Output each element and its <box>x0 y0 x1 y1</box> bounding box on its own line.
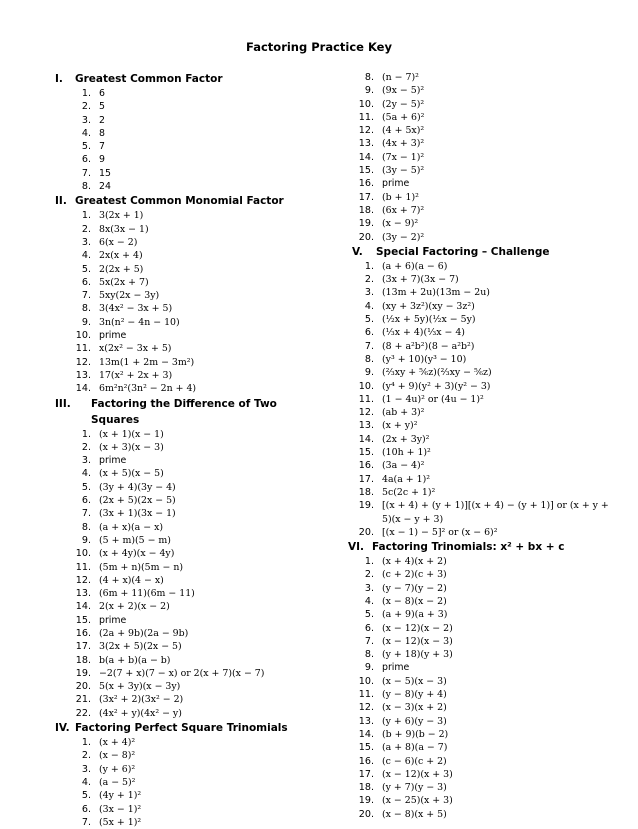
answer-list-perfect-square-continued <box>356 71 618 244</box>
section-heading-trinomials <box>348 539 618 555</box>
answer-item: 8. (y + 18)(y + 3) <box>364 649 453 661</box>
answer-item: 4. (a − 5)² <box>81 776 136 788</box>
answer-item: 14. 2(x + 2)(x − 2) <box>75 601 170 613</box>
left-column <box>55 71 325 829</box>
answer-item: 7. 15 <box>81 167 111 179</box>
answer-list-special-factoring <box>356 260 618 539</box>
answer-list-perfect-square <box>55 736 325 829</box>
answer-item: 1. (x + 4)² <box>81 737 136 749</box>
section-number: I. <box>55 73 63 85</box>
answer-item: 3. (y + 6)² <box>81 763 136 775</box>
answer-item: 13. (4x + 3)² <box>358 138 425 150</box>
answer-item: 16. (2a + 9b)(2a − 9b) <box>75 627 189 639</box>
section-heading-perfect-square <box>55 720 325 736</box>
answer-item: 10. (x + 4y)(x − 4y) <box>75 548 175 560</box>
answer-item: 1. 3(2x + 1) <box>81 210 144 222</box>
answer-item: 8. 3(4x² − 3x + 5) <box>81 303 173 315</box>
answer-item: 9. (9x − 5)² <box>364 85 425 97</box>
answer-item: 18. 5c(2c + 1)² <box>358 486 436 498</box>
section-heading-special-factoring <box>352 244 618 260</box>
answer-item: 17. (x − 12)(x + 3) <box>358 768 453 780</box>
answer-item: 4. 8 <box>81 127 105 139</box>
answer-item: 10. (x − 5)(x − 3) <box>358 675 447 687</box>
answer-item: 2. 5 <box>81 101 105 113</box>
answer-item: 20. 5(x + 3y)(x − 3y) <box>75 681 181 693</box>
answer-item: 13. (x + y)² <box>358 420 418 432</box>
answer-item: 22. (4x² + y)(4x² − y) <box>75 707 182 719</box>
answer-item: 20. [(x − 1) − 5]² or (x − 6)² <box>358 526 498 538</box>
answer-item: 1. 6 <box>81 88 105 99</box>
answer-item: 16. (3a − 4)² <box>358 460 425 472</box>
answer-item: 5. (3y + 4)(3y − 4) <box>81 481 176 493</box>
answer-item: 14. (2x + 3y)² <box>358 433 430 445</box>
answer-item: 1. (x + 1)(x − 1) <box>81 428 164 440</box>
section-heading-gcmf <box>55 193 325 209</box>
answer-item: 4. (x − 8)(x − 2) <box>364 595 447 607</box>
answer-list-gcf <box>55 87 325 193</box>
section-title: Factoring Trinomials: x² + bx + c <box>372 541 565 554</box>
section-number: VI. <box>348 541 365 554</box>
answer-item: 8. 24 <box>81 181 111 193</box>
answer-item: 11. (5m + n)(5m − n) <box>75 561 184 573</box>
section-number: II. <box>55 195 67 208</box>
answer-item: 2. (3x + 7)(3x − 7) <box>364 274 459 286</box>
answer-item: 12. (4 + 5x)² <box>358 125 425 137</box>
answer-list-trinomials <box>356 555 618 821</box>
answer-item: 7. (8 + a²b²)(8 − a²b²) <box>364 340 475 352</box>
answer-item: 10. (2y − 5)² <box>358 98 425 110</box>
answer-item: 3. 6(x − 2) <box>81 236 138 248</box>
answer-item: 3. prime <box>81 455 127 467</box>
answer-item: 18. b(a + b)(a − b) <box>75 654 171 666</box>
section-heading-difference-of-squares <box>55 396 325 428</box>
answer-item: 1. (x + 4)(x + 2) <box>364 556 447 568</box>
page-title: Factoring Practice Key <box>246 40 392 54</box>
answer-item: 15. (10h + 1)² <box>358 447 431 459</box>
answer-item: 6. (x − 12)(x − 2) <box>364 622 453 634</box>
answer-item: 2. (x + 3)(x − 3) <box>81 441 164 453</box>
right-column <box>348 71 618 821</box>
answer-item: 15. (3y − 5)² <box>358 165 425 177</box>
answer-list-difference-of-squares <box>55 428 325 721</box>
answer-item: 14. 6m²n²(3n² − 2n + 4) <box>75 383 197 395</box>
answer-item: 2. (c + 2)(c + 3) <box>364 569 447 581</box>
answer-item: 17. (b + 1)² <box>358 191 419 203</box>
answer-item: 12. (x − 3)(x + 2) <box>358 702 447 714</box>
answer-item: 4. (x + 5)(x − 5) <box>81 468 164 480</box>
answer-item: 7. (3x + 1)(3x − 1) <box>81 508 176 520</box>
answer-item: 11. (5a + 6)² <box>358 111 425 123</box>
answer-item: 6. (3x − 1)² <box>81 803 142 815</box>
section-title: Factoring the Difference of Two Squares <box>91 397 277 426</box>
answer-item: 13. 17(x² + 2x + 3) <box>75 369 173 381</box>
answer-item: 12. (ab + 3)² <box>358 407 425 419</box>
answer-item: 20. (3y − 2)² <box>358 231 425 243</box>
answer-item: 11. (y − 8)(y + 4) <box>358 689 447 701</box>
section-title: Factoring Perfect Square Trinomials <box>75 722 288 735</box>
answer-item: 19. [(x + 4) + (y + 1)][(x + 4) − (y + 1)] or (x + y + 5)(x − y + 3) <box>358 500 609 525</box>
section-number: V. <box>352 245 363 258</box>
section-heading-gcf <box>55 71 325 87</box>
section-title: Special Factoring – Challenge <box>376 245 550 258</box>
answer-item: 4. (xy + 3z²)(xy − 3z²) <box>364 300 475 312</box>
answer-item: 3. (13m + 2u)(13m − 2u) <box>364 287 490 299</box>
answer-item: 14. (7x − 1)² <box>358 151 425 163</box>
answer-item: 8. (n − 7)² <box>364 72 419 83</box>
answer-item: 5. (a + 9)(a + 3) <box>364 609 448 621</box>
answer-item: 9. (5 + m)(5 − m) <box>81 534 171 546</box>
answer-item: 1. (a + 6)(a − 6) <box>364 260 448 272</box>
answer-item: 18. (6x + 7)² <box>358 204 425 216</box>
answer-item: 17. 3(2x + 5)(2x − 5) <box>75 641 182 653</box>
answer-item: 11. (1 − 4u)² or (4u − 1)² <box>358 393 484 405</box>
answer-item: 12. 13m(1 + 2m − 3m²) <box>75 356 195 368</box>
answer-item: 15. prime <box>75 614 127 626</box>
answer-item: 5. 7 <box>81 141 105 153</box>
section-title: Greatest Common Factor <box>75 73 223 85</box>
answer-item: 14. (b + 9)(b − 2) <box>358 728 449 740</box>
answer-item: 8. (y³ + 10)(y³ − 10) <box>364 353 467 365</box>
answer-item: 18. (y + 7)(y − 3) <box>358 782 447 794</box>
answer-item: 9. prime <box>364 662 410 674</box>
answer-item: 17. 4a(a + 1)² <box>358 473 430 485</box>
answer-item: 5. 2(2x + 5) <box>81 263 144 275</box>
answer-item: 21. (3x² + 2)(3x² − 2) <box>75 694 184 706</box>
answer-item: 4. 2x(x + 4) <box>81 250 143 262</box>
answer-item: 16. (c − 6)(c + 2) <box>358 755 447 767</box>
answer-item: 7. 5xy(2x − 3y) <box>81 290 160 302</box>
answer-item: 3. (y − 7)(y − 2) <box>364 582 447 594</box>
answer-item: 13. (6m + 11)(6m − 11) <box>75 588 195 600</box>
answer-item: 5. (4y + 1)² <box>81 790 142 802</box>
answer-item: 12. (4 + x)(4 − x) <box>75 574 164 586</box>
answer-item: 11. x(2x² − 3x + 5) <box>75 343 172 355</box>
answer-item: 7. (x − 12)(x − 3) <box>364 635 453 647</box>
answer-item: 15. (a + 8)(a − 7) <box>358 742 448 754</box>
answer-item: 10. (y⁴ + 9)(y² + 3)(y² − 3) <box>358 380 491 392</box>
section-number: IV. <box>55 722 70 735</box>
answer-item: 2. (x − 8)² <box>81 750 136 762</box>
answer-item: 5. (½x + 5y)(½x − 5y) <box>364 314 476 326</box>
answer-item: 16. prime <box>358 178 410 190</box>
answer-item: 3. 2 <box>81 114 105 126</box>
answer-item: 20. (x − 8)(x + 5) <box>358 808 447 820</box>
section-title: Greatest Common Monomial Factor <box>75 195 284 208</box>
answer-item: 13. (y + 6)(y − 3) <box>358 715 447 727</box>
answer-item: 19. −2(7 + x)(7 − x) or 2(x + 7)(x − 7) <box>75 667 265 679</box>
answer-item: 10. prime <box>75 330 127 342</box>
answer-item: 6. 5x(2x + 7) <box>81 276 149 288</box>
answer-item: 7. (5x + 1)² <box>81 816 142 828</box>
section-number: III. <box>55 397 71 410</box>
answer-item: 19. (x − 25)(x + 3) <box>358 795 453 807</box>
answer-item: 9. 3n(n² − 4n − 10) <box>81 316 180 328</box>
answer-item: 6. (2x + 5)(2x − 5) <box>81 495 176 507</box>
answer-item: 2. 8x(3x − 1) <box>81 223 149 235</box>
answer-item: 6. 9 <box>81 154 105 166</box>
answer-item: 9. (⅔xy + ⅚z)(⅔xy − ⅚z) <box>364 367 492 379</box>
answer-item: 8. (a + x)(a − x) <box>81 521 164 533</box>
answer-item: 6. (⅓x + 4)(⅓x − 4) <box>364 327 465 339</box>
answer-item: 19. (x − 9)² <box>358 218 419 230</box>
answer-list-gcmf <box>55 209 325 395</box>
